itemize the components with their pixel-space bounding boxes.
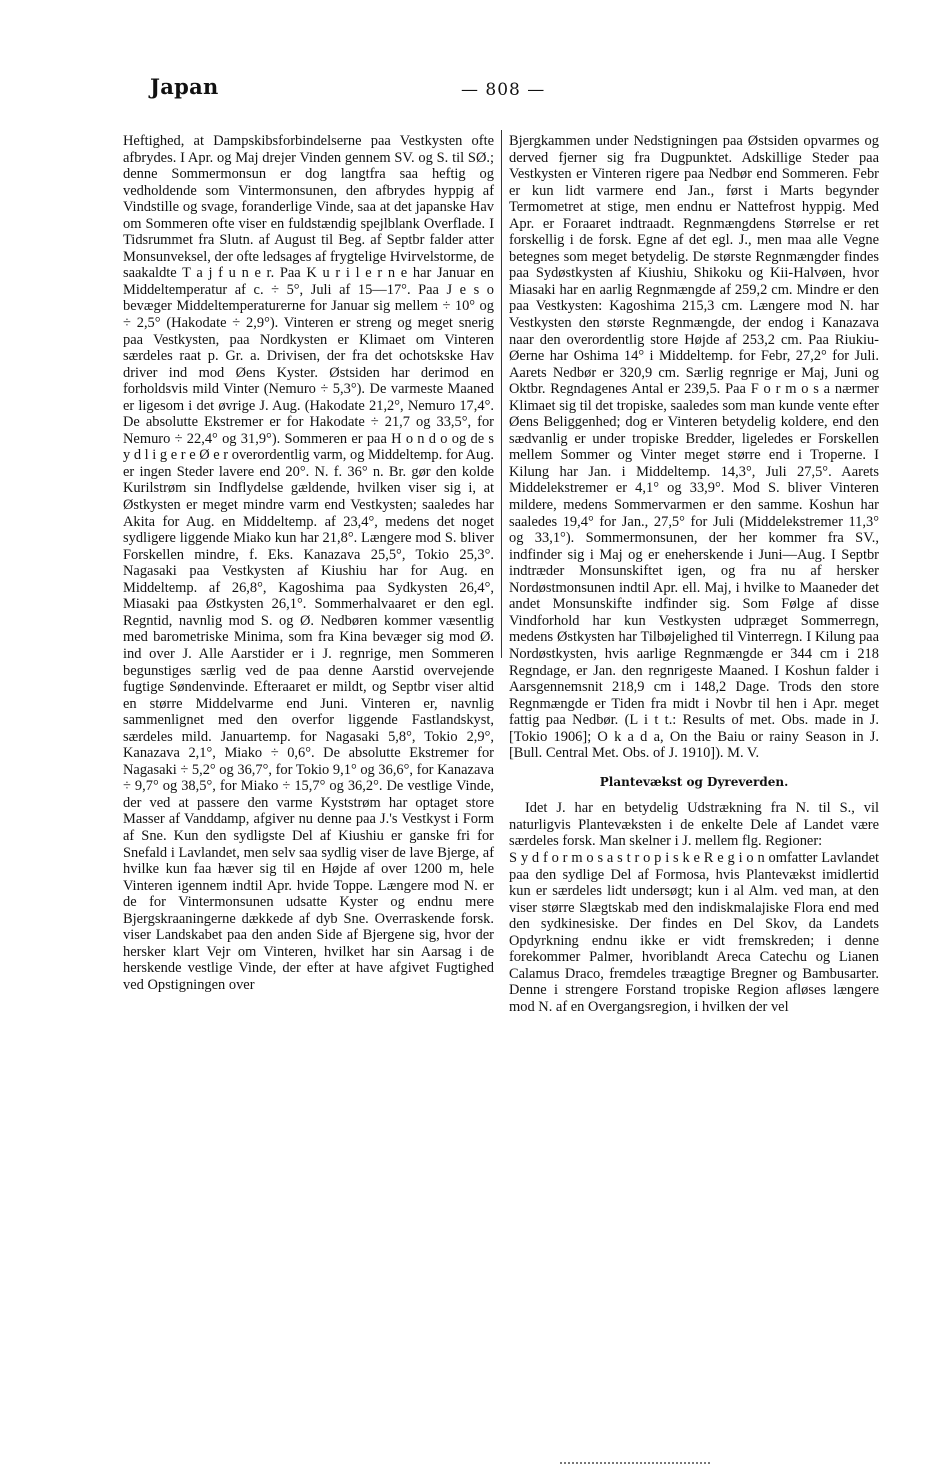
column-divider [501, 130, 502, 658]
right-column-paragraph-3: S y d f o r m o s a s t r o p i s k e R e g i o n omfatter Lavlandet paa den sydlige Del af Formosa, hvis Plantevækst imidlertid kun er særdeles lidt undersøgt; kun i al Alm. ved man, at den viser større Slægtskab med den indiskmalajiske Flora end med den sydkinesiske. Der findes en Del Skov, da Landets Opdyrkning endnu ikke er vidt fremskreden; i denne forekommer Palmer, hvoriblandt Areca Catechu og Lianen Calamus Draco, fremdeles træagtige Bregner og Bambusarter. Denne i strengere Forstand tropiske Region afløses længere mod N. af en Overgangsregion, i hvilken der vel [509, 849, 879, 1015]
left-column [123, 133, 494, 993]
section-heading: Plantevækst og Dyreverden. [599, 774, 789, 789]
right-column-paragraph-2: Idet J. har en betydelig Udstrækning fra N. til S., vil naturligvis Plantevæksten i de enkelte Dele af Landet være særdeles forsk. Man skelner i J. mellem flg. Regioner: [509, 800, 879, 850]
left-column-text: Heftighed, at Dampskibsforbindelserne paa Vestkysten ofte afbrydes. I Apr. og Maj drejer Vinden gennem SV. og S. til SØ.; denne Sommermonsun er dog langtfra saa heftig og vedholdende som Vintermonsunen, den afbrydes hyppig af Vindstille og svage, foranderlige Vinde, saa at det japanske Hav om Sommeren ofte viser en fuldstændig spejlblank Overflade. I Tidsrummet fra Slutn. af August til Beg. af Septbr falder atter Monsunveksel, der ofte ledsages af frygtelige Hvirvelstorme, de saakaldte T a j f u n e r. Paa K u r i l e r n e har Januar en Middeltemperatur af c. ÷ 5°, Juli af 15—17°. Paa J e s o bevæger Middeltemperaturerne for Januar sig mellem ÷ 10° og ÷ 2,5° (Hakodate ÷ 2,9°). Vinteren er streng og meget snerig paa Vestkysten, paa Nordkysten er Klimaet om Vinteren særdeles raat p. Gr. a. Drivisen, der fra det ochotskske Hav driver ind mod Øens Kyster. Østsiden har derimod en forholdsvis mild Vinter (Nemuro ÷ 5,3°). De varmeste Maaned er ligesom i det øvrige J. Aug. (Hakodate 21,2°, Nemuro 17,4°. De absolutte Ekstremer er for Hakodate ÷ 21,7 og 33,5°, for Nemuro ÷ 22,4° og 31,9°). Sommeren er paa H o n d o og de s y d l i g e r e Ø e r overordentlig varm, og Middeltemp. for Aug. er ingen Steder lavere end 20°. N. f. 36° n. Br. gør den kolde Kurilstrøm sin Indflydelse gældende, hvilken viser sig i, at Østkysten er meget mindre varm end Vestkysten; saaledes har Akita for Aug. en Middeltemp. af 23,4°, medens det noget sydligere liggende Miako kun har 21,8°. Længere mod S. bliver Forskellen mindre, f. Eks. Kanazava 25,5°, Tokio 25,3°. Nagasaki paa Vestkysten af Kiushiu har for Aug. en Middeltemp. af 26,8°, Kagoshima paa Sydkysten 26,4°, Miasaki paa Østkysten 26,1°. Sommerhalvaaret er den egl. Regntid, navnlig mod S. og Ø. Nedbøren kommer væsentlig med barometriske Minima, som fra Kina bevæger sig mod Ø. ind over J. Alle Aarstider er i J. regnrige, men Sommeren begunstiges særlig ved de paa denne Aarstid overvejende fugtige Søndenvinde. Efteraaret er mildt, og Septbr viser altid en større Middelvarme end Juni. Vinteren er, navnlig sammenlignet med den overfor liggende Fastlandskyst, særdeles mild. Januartemp. for Nagasaki 5,8°, Tokio 2,9°, Kanazava 2,1°, Miako ÷ 0,6°. De absolutte Ekstremer for Nagasaki ÷ 5,2° og 36,7°, for Tokio 9,1° og 36,6°, for Kanazava ÷ 9,7° og 38,5°, for Miako ÷ 15,7° og 36,2°. De vestlige Vinde, der ved at passere den varme Kyststrøm har optaget store Masser af Vanddamp, afgiver nu denne paa J.'s Vestkyst i Form af Sne. Kun den sydligste Del af Kiushiu er ganske fri for Snefald i Lavlandet, men selv saa sydlig viser de lave Bjerge, af hvilke kun faa hæver sig til en Højde af over 1200 m, hele Vinteren igennem indtil Apr. hvide Toppe. Længere mod N. er de for Vintermonsunen udsatte Kyster og endnu mere Bjergskraaningerne dækkede af dyb Sne. Overraskende forsk. viser Landskabet paa den anden Side af Bjergene sig, hvor der hersker klart Vejr om Vinteren, hvilket har sin Aarsag i de herskende vestlige Vinde, der efter at have afgivet Fugtighed ved Opstigningen over [123, 133, 494, 993]
right-column [509, 133, 879, 1015]
right-column-paragraph-1: Bjergkammen under Nedstigningen paa Østsiden opvarmes og derved fjerner sig fra Dugpunktet. Adskillige Steder paa Vestkysten er Vinteren rigere paa Nedbør end Sommeren. Febr er kun lidt varmere end Jan., først i Marts begynder Termometret at stige, men endnu er Nattefrost hyppig. Med Apr. er Foraaret indtraadt. Regnmængdens Størrelse er ret forskellig i de forsk. Egne af det egl. J., men maa alle Vegne betegnes som meget betydelig. De største Regnmængder findes paa Sydøstkysten af Kiushiu, Shikoku og Kii-Halvøen, hvor Miasaki har en aarlig Regnmængde af 259,2 cm. Mindre er den paa Vestkysten: Kagoshima 215,3 cm. Længere mod N. har Vestkysten den største Regnmængde, der endog i Kanazava naar den overordentlig store Højde af 253,2 cm. Paa Riukiu-Øerne har Oshima 14° i Middeltemp. for Febr, 27,2° for Juli. Aarets Nedbør er 320,9 cm. Særlig regnrige er Maj, Juni og Oktbr. Regndagenes Antal er 239,5. Paa F o r m o s a nærmer Klimaet sig til det tropiske, saaledes som man kunde vente efter Øens Beliggenhed; dog er Vinteren betydelig koldere, end den sædvanlig er under tropiske Bredder, ligeledes er Forskellen mellem Sommer og Vinter meget større end i Troperne. I Kilung har Jan. i Middeltemp. 14,3°, Juli 27,5°. Aarets Middelekstremer er 4,1° og 33,9°. Mod S. bliver Vinteren mildere, medens Sommervarmen er den samme. Koshun har saaledes 19,4° for Jan., 27,5° for Juli (Middelekstremer 11,3° og 33,1°). Sommermonsunen, der her kommer fra SV., indfinder sig i Maj og er eneherskende i Juni—Aug. I Septbr indtræder Monsunskiftet igen, og fra nu af hersker Nordøstmonsunen indtil Apr. ell. Maj, i hvilke to Maaneder det andet Monsunskifte indfinder sig. Som Følge af disse Vindforhold har kun Vestkysten udpræget Sommerregn, medens Østkysten har Tilbøjelighed til Vinterregn. I Kilung paa Nordøstkysten, hvis aarlige Regnmængde er 344 cm i 218 Regndage, er Jan. den regnrigeste Maaned. I Koshun falder i Aarsgennemsnit 218,9 cm i 148,2 Dage. Trods den store Regnmængde er Tiden fra midt i Novbr til hen i Apr. meget fattig paa Nedbør. (L i t t.: Results of met. Obs. made in J. [Tokio 1906]; O k a d a, On the Baiu or rainy Season in J. [Bull. Central Met. Obs. of J. 1910]). M. V. [509, 133, 879, 762]
running-head-title: Japan [150, 74, 219, 99]
bottom-scan-mark [560, 1462, 710, 1466]
page-number: — 808 — [461, 80, 546, 100]
